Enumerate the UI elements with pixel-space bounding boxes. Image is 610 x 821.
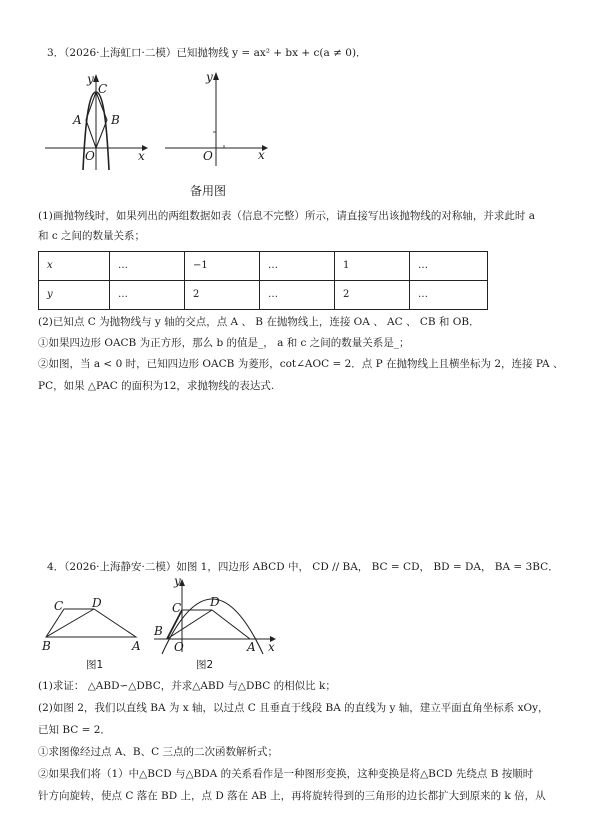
q3-header: 3．（2026·上海虹口·二模）已知抛物线 y = ax² + bx + c(a ≠ 0)． [47, 47, 367, 59]
q4-part1: (1)求证： △ABD∽△DBC，并求△ABD 与△DBC 的相似比 k； [38, 680, 336, 692]
label-D: D [92, 596, 102, 610]
q4-part2-line2: 已知 BC = 2． [38, 724, 111, 736]
q3-figure-2 [160, 70, 280, 170]
q3-figure-1 [40, 70, 160, 180]
y-axis-arrow [93, 74, 99, 82]
trapezoid-ABCD [46, 609, 136, 637]
label-C: C [172, 601, 182, 615]
q4-figure-2 [150, 574, 290, 656]
q3-part2-line1: (2)已知点 C 为抛物线与 y 轴的交点，点 A 、 B 在抛物线上，连接 OA 、 AC 、 CB 和 OB． [38, 316, 480, 328]
table-cell: y [39, 281, 110, 310]
label-A: A [73, 113, 82, 127]
label-C: C [54, 599, 64, 613]
label-x: x [258, 148, 265, 162]
label-B: B [42, 639, 51, 653]
table-cell: x [39, 252, 110, 281]
q4-header: 4．（2026·上海静安·二模）如图 1，四边形 ABCD 中， CD // BA， BC = CD， BD = DA， BA = 3BC． [47, 561, 559, 573]
q4-part2-line1: (2)如图 2，我们以直线 BA 为 x 轴，以过点 C 且垂直于线段 BA 的直线为 y 轴，建立平面直角坐标系 xOy， [38, 702, 549, 714]
label-y: y [174, 574, 181, 588]
label-B: B [154, 624, 163, 638]
table-cell: 2 [335, 281, 410, 310]
table-cell: … [110, 252, 185, 281]
label-O: O [203, 149, 213, 163]
q4-figure-1 [40, 595, 150, 655]
q3-figure-caption: 备用图 [190, 184, 227, 198]
table-cell: … [110, 281, 185, 310]
q3-part2-sub2-line1: ②如图，当 a < 0 时，已知四边形 OACB 为菱形，cot∠AOC = 2．点 P 在抛物线上且横坐标为 2，连接 PA 、 [38, 358, 564, 370]
label-x: x [268, 640, 275, 654]
label-A: A [132, 639, 141, 653]
table-cell: … [410, 252, 488, 281]
q4-sub2-line1: ②如果我们将（1）中△BCD 与△BDA 的关系看作是一种图形变换，这种变换是将△BCD 先绕点 B 按顺时 [38, 768, 534, 780]
q3-part1-line2: 和 c 之间的数量关系； [38, 230, 146, 242]
label-O: O [174, 640, 184, 654]
y-axis-arrow [213, 72, 219, 80]
table-cell: 2 [185, 281, 260, 310]
label-C: C [98, 82, 108, 96]
label-y: y [87, 72, 94, 86]
table-cell: … [410, 281, 488, 310]
table-row [39, 252, 488, 281]
q3-part2-sub2-line2: PC，如果 △PAC 的面积为12，求抛物线的表达式. [38, 380, 275, 392]
q3-part1-line1: (1)画抛物线时，如果列出的两组数据如表（信息不完整）所示，请直接写出该抛物线的对称轴，并求此时 a [38, 210, 535, 222]
q4-figure1-caption: 图1 [86, 659, 104, 671]
q4-figure2-caption: 图2 [196, 659, 214, 671]
label-x: x [138, 149, 145, 163]
diagonal-BD [46, 609, 94, 637]
label-B: B [111, 113, 120, 127]
label-y: y [206, 70, 213, 84]
label-O: O [85, 149, 95, 163]
q3-data-table [38, 251, 488, 310]
q4-sub2-line2: 针方向旋转，使点 C 落在 BD 上，点 D 落在 AB 上，再将旋转得到的三角形的边长都扩大到原来的 k 倍，从 [38, 790, 546, 802]
table-cell: … [260, 252, 335, 281]
label-D: D [210, 595, 220, 609]
q3-part2-sub1: ①如果四边形 OACB 为正方形，那么 b 的值是_， a 和 c 之间的数量关系是_； [38, 337, 410, 349]
q4-sub1: ①求图像经过点 A、B、C 三点的二次函数解析式； [38, 746, 279, 758]
table-cell: 1 [335, 252, 410, 281]
label-A: A [247, 640, 256, 654]
table-cell: −1 [185, 252, 260, 281]
table-cell: … [260, 281, 335, 310]
table-row [39, 281, 488, 310]
